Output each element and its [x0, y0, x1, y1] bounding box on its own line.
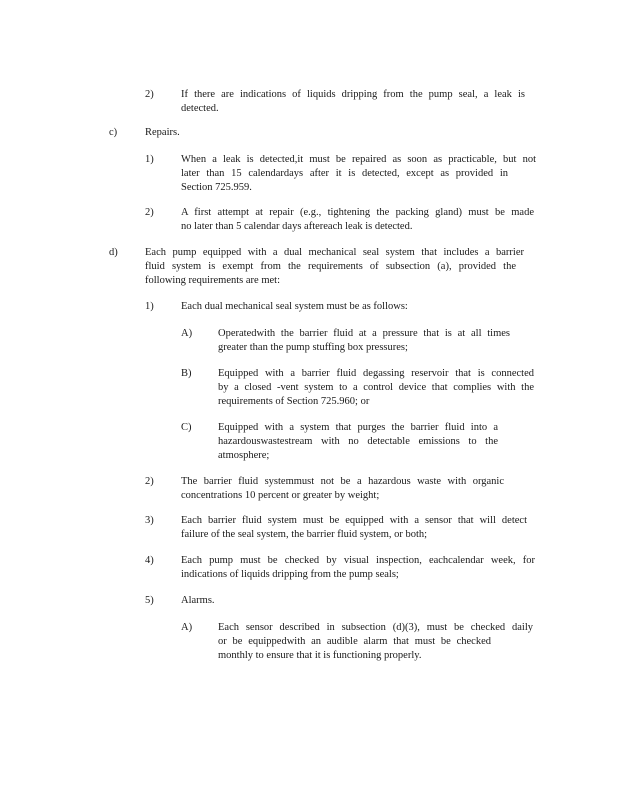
- item-label: 5): [145, 595, 154, 606]
- item-text: [145, 126, 345, 140]
- text-line: requirements of Section 725.960; or: [218, 395, 370, 407]
- item-label: 1): [145, 154, 154, 165]
- item-text: [181, 594, 381, 608]
- text-line: hazardouswastestream with no detectable emissions to the: [218, 435, 498, 447]
- text-line: Operatedwith the barrier fluid at a pressure that is at all times: [218, 328, 510, 339]
- text-line: Each pump equipped with a dual mechanical seal system that includes a barrier: [145, 247, 524, 258]
- item-label: B): [181, 368, 192, 379]
- item-label: 1): [145, 301, 154, 312]
- text-line: atmosphere;: [218, 449, 270, 461]
- text-line: or be equippedwith an audible alarm that must be checked: [218, 635, 491, 647]
- item-text: [181, 475, 504, 503]
- item-label: 2): [145, 89, 154, 100]
- item-text: [218, 367, 534, 408]
- item-text: [218, 327, 510, 355]
- item-text: [181, 153, 536, 194]
- item-text: [218, 421, 498, 462]
- text-line: Each pump must be checked by visual inspection, eachcalendar week, for: [181, 555, 535, 566]
- item-text: [181, 300, 481, 314]
- text-line: by a closed -vent system to a control device that complies with the: [218, 381, 534, 393]
- text-line: Each dual mechanical seal system must be as follows:: [181, 301, 408, 312]
- text-line: monthly to ensure that it is functioning properly.: [218, 649, 422, 661]
- item-label: A): [181, 328, 193, 339]
- item-label: 4): [145, 555, 154, 566]
- text-line: concentrations 10 percent or greater by weight;: [181, 489, 380, 501]
- text-line: indications of liquids dripping from the pump seals;: [181, 568, 399, 580]
- text-line: Each sensor described in subsection (d)(3), must be checked daily: [218, 622, 533, 633]
- text-line: fluid system is exempt from the requirements of subsection (a), provided the: [145, 260, 516, 272]
- text-line: A first attempt at repair (e.g., tightening the packing gland) must be made: [181, 207, 534, 218]
- text-line: later than 15 calendardays after it is detected, except as provided in: [181, 167, 508, 179]
- text-line: Section 725.959.: [181, 181, 252, 193]
- item-text: [181, 554, 535, 582]
- item-label: c): [109, 127, 118, 138]
- item-text: [181, 514, 527, 542]
- item-text: [181, 206, 534, 234]
- text-line: Each barrier fluid system must be equipped with a sensor that will detect: [181, 515, 527, 526]
- text-line: failure of the seal system, the barrier fluid system, or both;: [181, 528, 428, 540]
- item-label: 3): [145, 515, 154, 526]
- item-label: d): [109, 247, 118, 258]
- item-label: 2): [145, 476, 154, 487]
- item-label: C): [181, 422, 192, 433]
- item-label: A): [181, 622, 193, 633]
- text-line: Equipped with a barrier fluid degassing reservoir that is connected: [218, 368, 534, 379]
- text-line: The barrier fluid systemmust not be a hazardous waste with organic: [181, 476, 504, 487]
- text-line: detected.: [181, 102, 219, 114]
- item-label: 2): [145, 207, 154, 218]
- text-line: no later than 5 calendar days aftereach leak is detected.: [181, 220, 413, 232]
- text-line: Alarms.: [181, 595, 215, 606]
- text-line: When a leak is detected,it must be repaired as soon as practicable, but not: [181, 154, 536, 165]
- text-line: Repairs.: [145, 127, 180, 138]
- item-text: [145, 246, 524, 287]
- text-line: following requirements are met:: [145, 274, 280, 286]
- text-line: If there are indications of liquids dripping from the pump seal, a leak is: [181, 89, 525, 100]
- text-line: greater than the pump stuffing box pressures;: [218, 341, 408, 353]
- text-line: Equipped with a system that purges the barrier fluid into a: [218, 422, 498, 433]
- item-text: [181, 88, 525, 116]
- item-text: [218, 621, 533, 662]
